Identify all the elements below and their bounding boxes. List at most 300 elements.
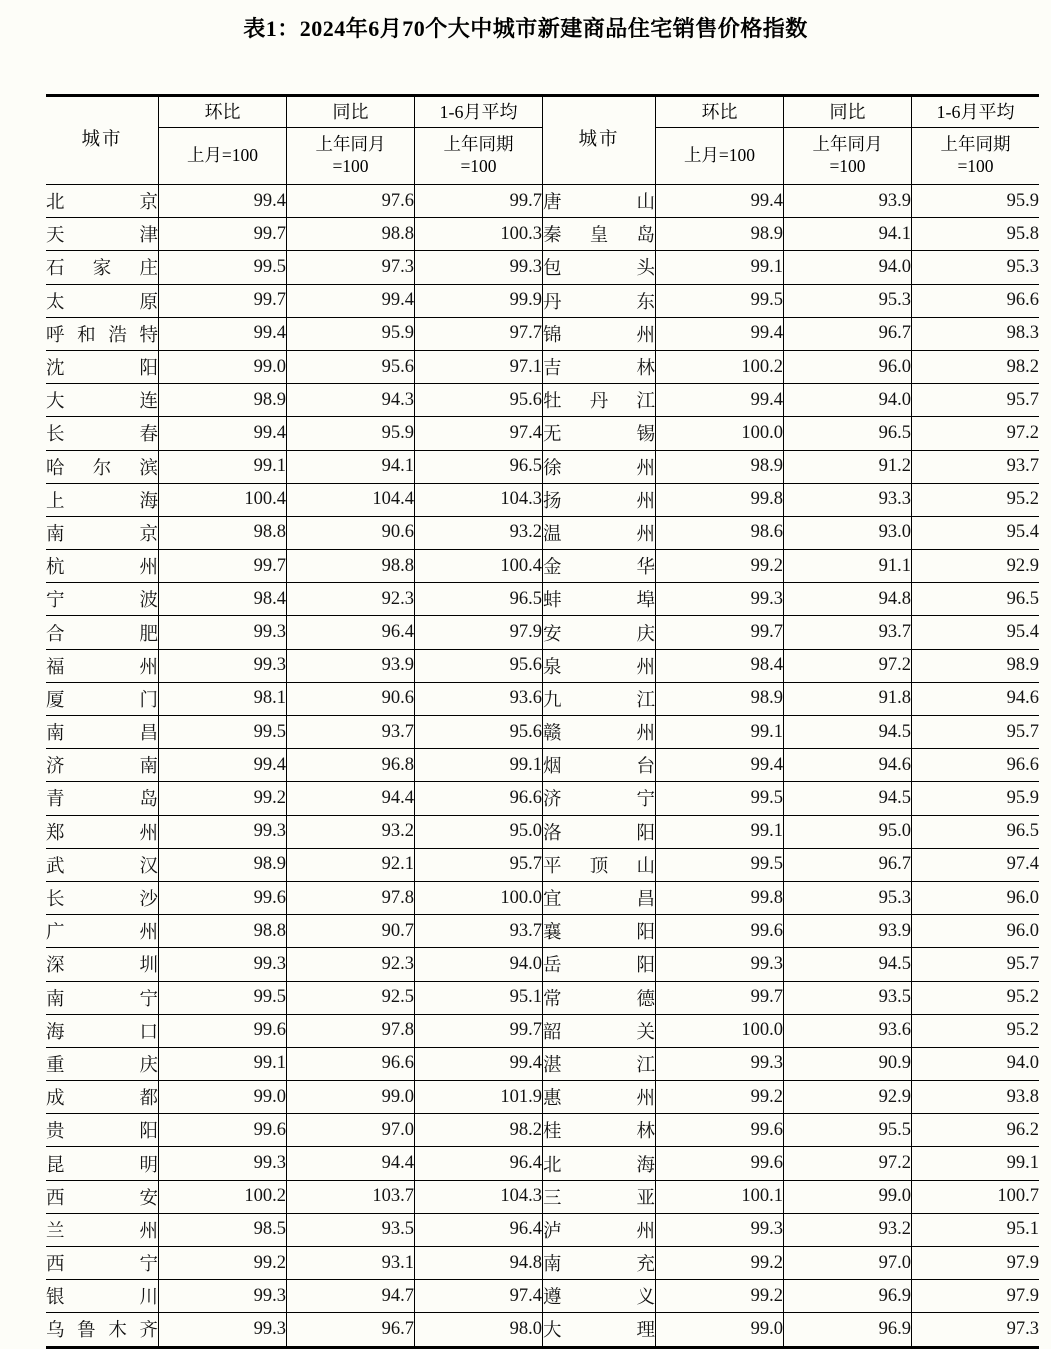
value-yoy-left: 95.9 — [287, 317, 415, 350]
value-mom-right: 100.2 — [656, 350, 784, 383]
header-avg-top-left: 1-6月平均 — [415, 96, 543, 128]
city-name-left: 乌鲁木齐 — [46, 1313, 159, 1347]
value-avg-right: 96.0 — [912, 881, 1040, 914]
value-mom-left: 99.3 — [159, 616, 287, 649]
value-avg-right: 95.2 — [912, 981, 1040, 1014]
value-yoy-right: 94.1 — [784, 218, 912, 251]
value-mom-right: 99.5 — [656, 782, 784, 815]
city-name-right: 北 海 — [543, 1147, 656, 1180]
value-mom-left: 99.7 — [159, 284, 287, 317]
header-avg-basis-left — [415, 128, 543, 185]
value-avg-left: 97.4 — [415, 417, 543, 450]
value-avg-right: 95.3 — [912, 251, 1040, 284]
value-mom-right: 99.1 — [656, 251, 784, 284]
value-yoy-right: 96.9 — [784, 1280, 912, 1313]
city-name-right: 襄 阳 — [543, 915, 656, 948]
value-avg-left: 99.9 — [415, 284, 543, 317]
city-name-right: 泉 州 — [543, 649, 656, 682]
city-name-right: 大 理 — [543, 1313, 656, 1347]
table-row — [46, 1180, 1039, 1213]
table-head — [46, 96, 1039, 185]
header-yoy-basis-left — [287, 128, 415, 185]
table-row — [46, 1280, 1039, 1313]
value-mom-left: 98.1 — [159, 682, 287, 715]
city-name-left: 郑 州 — [46, 815, 159, 848]
city-name-left: 杭 州 — [46, 550, 159, 583]
value-yoy-right: 95.0 — [784, 815, 912, 848]
value-avg-right: 97.3 — [912, 1313, 1040, 1347]
table-row — [46, 583, 1039, 616]
value-avg-left: 95.6 — [415, 716, 543, 749]
table-row — [46, 1047, 1039, 1080]
value-yoy-right: 93.6 — [784, 1014, 912, 1047]
value-avg-left: 101.9 — [415, 1081, 543, 1114]
value-yoy-right: 95.5 — [784, 1114, 912, 1147]
city-name-right: 唐 山 — [543, 185, 656, 218]
value-avg-left: 96.4 — [415, 1213, 543, 1246]
value-yoy-left: 95.6 — [287, 350, 415, 383]
value-yoy-right: 96.0 — [784, 350, 912, 383]
city-name-left: 呼和浩特 — [46, 317, 159, 350]
city-name-left: 武 汉 — [46, 848, 159, 881]
value-mom-right: 99.8 — [656, 483, 784, 516]
value-yoy-right: 93.7 — [784, 616, 912, 649]
table-row — [46, 417, 1039, 450]
value-avg-left: 96.5 — [415, 583, 543, 616]
value-yoy-left: 99.0 — [287, 1081, 415, 1114]
value-mom-right: 99.4 — [656, 317, 784, 350]
value-avg-left: 93.7 — [415, 915, 543, 948]
value-yoy-right: 93.9 — [784, 185, 912, 218]
value-mom-right: 99.2 — [656, 1081, 784, 1114]
city-name-left: 上 海 — [46, 483, 159, 516]
value-yoy-left: 92.5 — [287, 981, 415, 1014]
value-avg-left: 96.6 — [415, 782, 543, 815]
city-name-right: 丹 东 — [543, 284, 656, 317]
value-mom-right: 99.6 — [656, 1114, 784, 1147]
value-mom-right: 98.6 — [656, 516, 784, 549]
value-mom-left: 99.5 — [159, 716, 287, 749]
value-mom-left: 99.3 — [159, 1147, 287, 1180]
value-yoy-right: 99.0 — [784, 1180, 912, 1213]
value-avg-right: 95.9 — [912, 782, 1040, 815]
value-mom-right: 99.7 — [656, 981, 784, 1014]
table-row — [46, 450, 1039, 483]
value-mom-right: 99.4 — [656, 749, 784, 782]
table-row — [46, 848, 1039, 881]
value-avg-right: 96.5 — [912, 815, 1040, 848]
value-mom-right: 98.9 — [656, 450, 784, 483]
value-mom-left: 99.4 — [159, 185, 287, 218]
city-name-right: 包 头 — [543, 251, 656, 284]
table-row — [46, 1313, 1039, 1347]
value-mom-right: 99.0 — [656, 1313, 784, 1347]
value-mom-left: 99.5 — [159, 251, 287, 284]
value-yoy-left: 99.4 — [287, 284, 415, 317]
value-avg-left: 97.1 — [415, 350, 543, 383]
table-row — [46, 616, 1039, 649]
value-avg-left: 99.3 — [415, 251, 543, 284]
value-avg-right: 95.4 — [912, 516, 1040, 549]
value-yoy-left: 94.1 — [287, 450, 415, 483]
value-yoy-right: 94.0 — [784, 384, 912, 417]
value-avg-left: 95.6 — [415, 649, 543, 682]
value-avg-right: 93.8 — [912, 1081, 1040, 1114]
city-name-right: 牡 丹 江 — [543, 384, 656, 417]
value-mom-right: 99.5 — [656, 848, 784, 881]
city-name-left: 北 京 — [46, 185, 159, 218]
city-name-right: 吉 林 — [543, 350, 656, 383]
value-yoy-left: 92.3 — [287, 948, 415, 981]
value-avg-left: 95.0 — [415, 815, 543, 848]
price-index-table — [46, 94, 1039, 1349]
value-mom-left: 100.2 — [159, 1180, 287, 1213]
table-row — [46, 350, 1039, 383]
table-row — [46, 317, 1039, 350]
city-name-right: 烟 台 — [543, 749, 656, 782]
header-yoy-basis-left-line2: =100 — [332, 156, 369, 176]
city-name-right: 无 锡 — [543, 417, 656, 450]
city-name-left: 合 肥 — [46, 616, 159, 649]
table-row — [46, 1147, 1039, 1180]
city-name-right: 惠 州 — [543, 1081, 656, 1114]
city-name-right: 九 江 — [543, 682, 656, 715]
value-mom-left: 99.2 — [159, 782, 287, 815]
table-row — [46, 1014, 1039, 1047]
value-yoy-right: 91.8 — [784, 682, 912, 715]
table-row — [46, 948, 1039, 981]
value-mom-left: 99.4 — [159, 317, 287, 350]
city-name-left: 深 圳 — [46, 948, 159, 981]
header-yoy-basis-right-line1: 上年同月 — [812, 134, 883, 155]
table-row — [46, 881, 1039, 914]
value-yoy-left: 93.5 — [287, 1213, 415, 1246]
value-avg-right: 100.7 — [912, 1180, 1040, 1213]
value-avg-right: 99.1 — [912, 1147, 1040, 1180]
value-avg-right: 95.7 — [912, 716, 1040, 749]
value-yoy-left: 94.7 — [287, 1280, 415, 1313]
city-name-right: 扬 州 — [543, 483, 656, 516]
value-avg-left: 95.6 — [415, 384, 543, 417]
value-avg-right: 96.0 — [912, 915, 1040, 948]
value-mom-right: 99.1 — [656, 815, 784, 848]
value-avg-right: 94.0 — [912, 1047, 1040, 1080]
value-yoy-right: 96.7 — [784, 317, 912, 350]
city-name-right: 韶 关 — [543, 1014, 656, 1047]
header-avg-basis-right-line1: 上年同期 — [940, 134, 1011, 155]
value-mom-left: 98.4 — [159, 583, 287, 616]
city-name-left: 大 连 — [46, 384, 159, 417]
city-name-right: 洛 阳 — [543, 815, 656, 848]
value-avg-right: 95.1 — [912, 1213, 1040, 1246]
value-avg-right: 98.3 — [912, 317, 1040, 350]
city-name-left: 宁 波 — [46, 583, 159, 616]
city-name-left: 昆 明 — [46, 1147, 159, 1180]
city-name-left: 南 昌 — [46, 716, 159, 749]
header-city-right: 城市 — [543, 96, 656, 185]
table-row — [46, 682, 1039, 715]
city-name-left: 厦 门 — [46, 682, 159, 715]
value-mom-right: 99.3 — [656, 1213, 784, 1246]
city-name-right: 湛 江 — [543, 1047, 656, 1080]
value-mom-left: 99.0 — [159, 1081, 287, 1114]
value-yoy-left: 104.4 — [287, 483, 415, 516]
table-row — [46, 251, 1039, 284]
city-name-right: 三 亚 — [543, 1180, 656, 1213]
header-yoy-basis-left-line1: 上年同月 — [315, 134, 386, 155]
value-mom-left: 99.3 — [159, 649, 287, 682]
value-avg-left: 100.3 — [415, 218, 543, 251]
table-row — [46, 716, 1039, 749]
value-mom-left: 99.0 — [159, 350, 287, 383]
value-yoy-left: 90.6 — [287, 516, 415, 549]
city-name-left: 南 宁 — [46, 981, 159, 1014]
value-mom-left: 98.8 — [159, 516, 287, 549]
value-avg-left: 95.7 — [415, 848, 543, 881]
city-name-right: 平 顶 山 — [543, 848, 656, 881]
value-mom-right: 98.4 — [656, 649, 784, 682]
value-yoy-left: 92.3 — [287, 583, 415, 616]
value-avg-right: 98.9 — [912, 649, 1040, 682]
value-avg-right: 95.2 — [912, 483, 1040, 516]
value-avg-left: 104.3 — [415, 1180, 543, 1213]
value-avg-right: 93.7 — [912, 450, 1040, 483]
value-yoy-left: 97.8 — [287, 881, 415, 914]
table-row — [46, 1247, 1039, 1280]
value-avg-right: 95.8 — [912, 218, 1040, 251]
value-avg-left: 97.9 — [415, 616, 543, 649]
value-yoy-left: 93.2 — [287, 815, 415, 848]
value-avg-left: 96.5 — [415, 450, 543, 483]
value-yoy-left: 94.4 — [287, 1147, 415, 1180]
value-mom-left: 99.3 — [159, 1280, 287, 1313]
city-name-right: 济 宁 — [543, 782, 656, 815]
city-name-right: 锦 州 — [543, 317, 656, 350]
value-yoy-right: 94.5 — [784, 716, 912, 749]
value-avg-right: 92.9 — [912, 550, 1040, 583]
price-index-table-container — [46, 94, 1039, 1349]
value-mom-right: 99.3 — [656, 583, 784, 616]
value-avg-left: 93.6 — [415, 682, 543, 715]
value-yoy-right: 92.9 — [784, 1081, 912, 1114]
value-yoy-right: 96.7 — [784, 848, 912, 881]
value-avg-left: 100.4 — [415, 550, 543, 583]
value-mom-right: 99.2 — [656, 550, 784, 583]
value-yoy-right: 91.2 — [784, 450, 912, 483]
city-name-right: 金 华 — [543, 550, 656, 583]
value-avg-left: 94.8 — [415, 1247, 543, 1280]
value-yoy-left: 97.0 — [287, 1114, 415, 1147]
city-name-right: 温 州 — [543, 516, 656, 549]
value-mom-left: 99.6 — [159, 1014, 287, 1047]
value-yoy-right: 93.2 — [784, 1213, 912, 1246]
header-yoy-top-right: 同比 — [784, 96, 912, 128]
header-avg-basis-right — [912, 128, 1040, 185]
value-avg-left: 98.2 — [415, 1114, 543, 1147]
table-row — [46, 483, 1039, 516]
table-row — [46, 284, 1039, 317]
value-yoy-right: 94.8 — [784, 583, 912, 616]
value-mom-left: 99.6 — [159, 881, 287, 914]
table-row — [46, 782, 1039, 815]
value-yoy-left: 96.7 — [287, 1313, 415, 1347]
header-avg-basis-left-line2: =100 — [460, 156, 497, 176]
value-avg-right: 96.2 — [912, 1114, 1040, 1147]
city-name-right: 徐 州 — [543, 450, 656, 483]
table-row — [46, 384, 1039, 417]
city-name-right: 岳 阳 — [543, 948, 656, 981]
value-mom-right: 98.9 — [656, 682, 784, 715]
value-yoy-left: 97.8 — [287, 1014, 415, 1047]
city-name-left: 青 岛 — [46, 782, 159, 815]
value-mom-left: 99.3 — [159, 1313, 287, 1347]
value-yoy-left: 96.6 — [287, 1047, 415, 1080]
value-avg-left: 104.3 — [415, 483, 543, 516]
value-yoy-right: 97.2 — [784, 649, 912, 682]
table-row — [46, 915, 1039, 948]
value-mom-right: 99.2 — [656, 1280, 784, 1313]
header-mom-top-right: 环比 — [656, 96, 784, 128]
value-mom-right: 99.6 — [656, 915, 784, 948]
table-row — [46, 218, 1039, 251]
city-name-right: 桂 林 — [543, 1114, 656, 1147]
value-yoy-right: 97.0 — [784, 1247, 912, 1280]
value-avg-right: 97.4 — [912, 848, 1040, 881]
table-row — [46, 649, 1039, 682]
city-name-right: 蚌 埠 — [543, 583, 656, 616]
value-yoy-right: 94.5 — [784, 782, 912, 815]
value-mom-left: 99.1 — [159, 1047, 287, 1080]
value-avg-left: 99.1 — [415, 749, 543, 782]
value-yoy-right: 97.2 — [784, 1147, 912, 1180]
city-name-left: 广 州 — [46, 915, 159, 948]
value-avg-left: 97.4 — [415, 1280, 543, 1313]
city-name-right: 常 德 — [543, 981, 656, 1014]
value-yoy-right: 94.0 — [784, 251, 912, 284]
city-name-left: 南 京 — [46, 516, 159, 549]
table-row — [46, 815, 1039, 848]
table-row — [46, 749, 1039, 782]
value-yoy-right: 93.0 — [784, 516, 912, 549]
city-name-left: 福 州 — [46, 649, 159, 682]
value-avg-right: 95.2 — [912, 1014, 1040, 1047]
value-mom-right: 99.3 — [656, 948, 784, 981]
city-name-left: 沈 阳 — [46, 350, 159, 383]
value-yoy-right: 94.5 — [784, 948, 912, 981]
city-name-left: 济 南 — [46, 749, 159, 782]
city-name-right: 秦 皇 岛 — [543, 218, 656, 251]
city-name-right: 泸 州 — [543, 1213, 656, 1246]
value-yoy-right: 91.1 — [784, 550, 912, 583]
value-avg-left: 98.0 — [415, 1313, 543, 1347]
value-avg-left: 96.4 — [415, 1147, 543, 1180]
value-yoy-right: 93.5 — [784, 981, 912, 1014]
value-yoy-right: 94.6 — [784, 749, 912, 782]
value-avg-right: 96.6 — [912, 284, 1040, 317]
value-yoy-left: 95.9 — [287, 417, 415, 450]
table-row — [46, 1114, 1039, 1147]
value-mom-left: 99.2 — [159, 1247, 287, 1280]
city-name-left: 兰 州 — [46, 1213, 159, 1246]
value-mom-right: 99.6 — [656, 1147, 784, 1180]
value-yoy-left: 93.7 — [287, 716, 415, 749]
value-yoy-right: 93.3 — [784, 483, 912, 516]
value-mom-right: 99.4 — [656, 185, 784, 218]
value-yoy-left: 90.7 — [287, 915, 415, 948]
table-row — [46, 981, 1039, 1014]
city-name-right: 南 充 — [543, 1247, 656, 1280]
value-mom-left: 99.6 — [159, 1114, 287, 1147]
page-title: 表1：2024年6月70个大中城市新建商品住宅销售价格指数 — [243, 16, 808, 41]
value-mom-left: 98.5 — [159, 1213, 287, 1246]
value-mom-left: 99.4 — [159, 749, 287, 782]
value-avg-right: 95.4 — [912, 616, 1040, 649]
value-mom-right: 99.7 — [656, 616, 784, 649]
value-yoy-left: 96.4 — [287, 616, 415, 649]
value-yoy-left: 93.9 — [287, 649, 415, 682]
value-mom-left: 99.1 — [159, 450, 287, 483]
city-name-left: 西 宁 — [46, 1247, 159, 1280]
value-avg-left: 99.7 — [415, 1014, 543, 1047]
value-yoy-left: 94.3 — [287, 384, 415, 417]
header-mom-basis-left: 上月=100 — [159, 128, 287, 185]
value-mom-left: 99.4 — [159, 417, 287, 450]
city-name-left: 海 口 — [46, 1014, 159, 1047]
table-row — [46, 185, 1039, 218]
city-name-left: 石 家 庄 — [46, 251, 159, 284]
value-avg-left: 93.2 — [415, 516, 543, 549]
value-mom-right: 100.1 — [656, 1180, 784, 1213]
city-name-left: 哈 尔 滨 — [46, 450, 159, 483]
city-name-left: 成 都 — [46, 1081, 159, 1114]
value-yoy-left: 98.8 — [287, 550, 415, 583]
city-name-right: 安 庆 — [543, 616, 656, 649]
value-mom-left: 99.7 — [159, 218, 287, 251]
table-row — [46, 550, 1039, 583]
header-city-left: 城市 — [46, 96, 159, 185]
value-mom-right: 99.4 — [656, 384, 784, 417]
value-mom-left: 98.9 — [159, 384, 287, 417]
value-yoy-left: 92.1 — [287, 848, 415, 881]
city-name-left: 天 津 — [46, 218, 159, 251]
header-yoy-basis-right-line2: =100 — [829, 156, 866, 176]
value-avg-right: 97.2 — [912, 417, 1040, 450]
value-avg-right: 96.5 — [912, 583, 1040, 616]
value-mom-left: 99.5 — [159, 981, 287, 1014]
value-mom-right: 99.3 — [656, 1047, 784, 1080]
value-yoy-left: 103.7 — [287, 1180, 415, 1213]
value-avg-left: 95.1 — [415, 981, 543, 1014]
city-name-right: 遵 义 — [543, 1280, 656, 1313]
city-name-right: 宜 昌 — [543, 881, 656, 914]
city-name-left: 长 沙 — [46, 881, 159, 914]
table-row — [46, 1213, 1039, 1246]
value-mom-right: 99.8 — [656, 881, 784, 914]
value-mom-left: 100.4 — [159, 483, 287, 516]
city-name-left: 西 安 — [46, 1180, 159, 1213]
value-mom-right: 99.2 — [656, 1247, 784, 1280]
value-yoy-left: 97.3 — [287, 251, 415, 284]
value-mom-right: 100.0 — [656, 1014, 784, 1047]
value-yoy-left: 96.8 — [287, 749, 415, 782]
value-yoy-left: 98.8 — [287, 218, 415, 251]
value-mom-right: 99.5 — [656, 284, 784, 317]
table-row — [46, 516, 1039, 549]
value-yoy-right: 95.3 — [784, 284, 912, 317]
value-avg-right: 96.6 — [912, 749, 1040, 782]
value-yoy-left: 94.4 — [287, 782, 415, 815]
value-yoy-left: 90.6 — [287, 682, 415, 715]
